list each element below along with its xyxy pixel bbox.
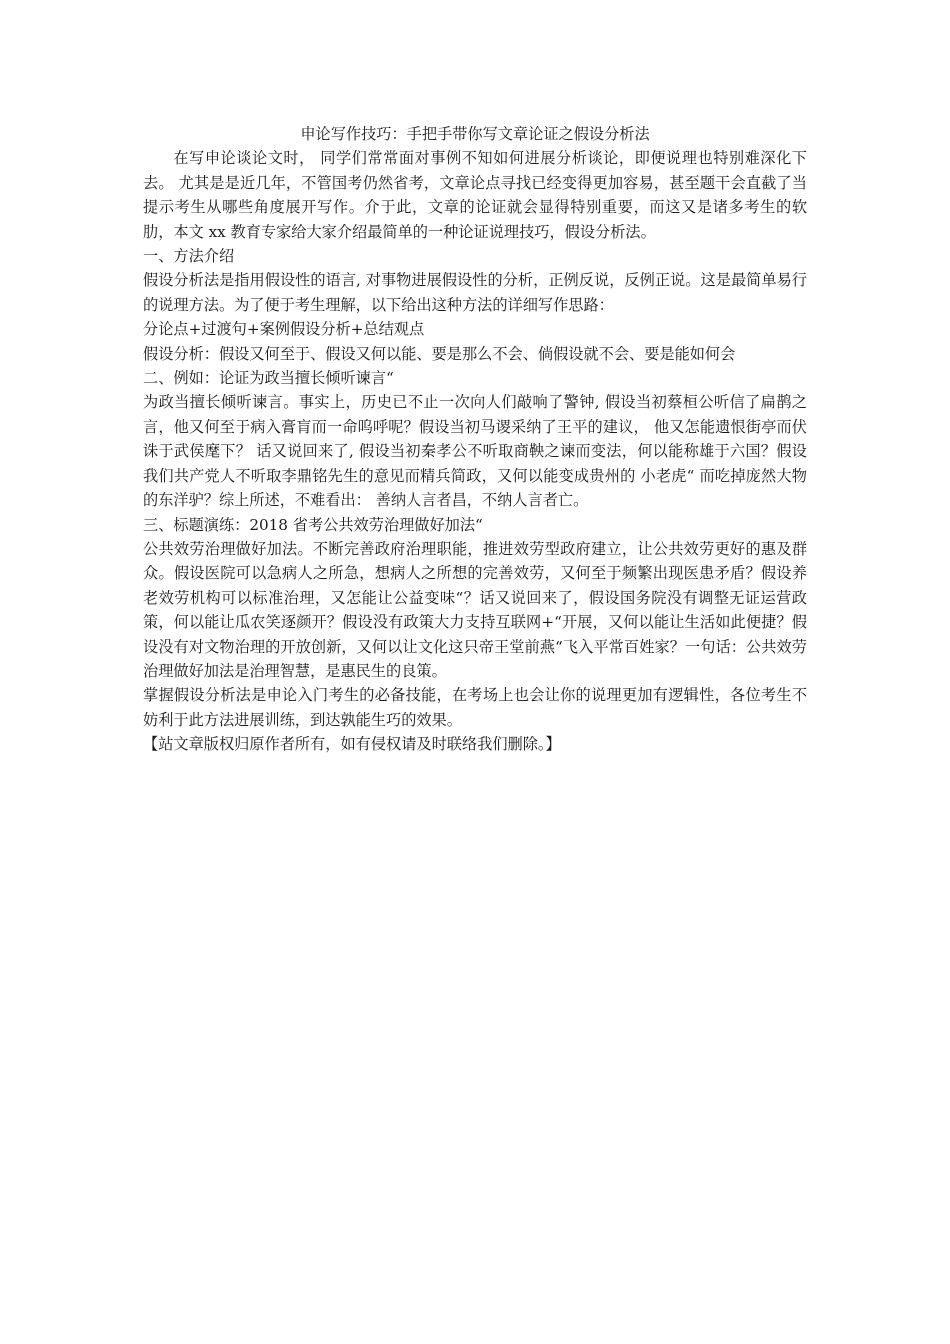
example-paragraph: 为政当擅长倾听谏言。事实上，历史已不止一次向人们敲响了警钟, 假设当初蔡桓公听信了扁鹊之言，他又何至于病入膏肓而一命呜呼呢？假设当初马谡采纳了王平的建议， 他又怎能遗恨街亭而伏诛于武侯麾下？ 话又说回来了, 假设当初秦孝公不听取商鞅之谏而变法，何以能称雄于六国？假设我们共产党人不听取李鼎铭先生的意见而精兵简政，又何以能变成贵州的 小老虎“ 而吃掉庞然大物的东洋驴？综上所述，不难看出： 善纳人言者昌，不纳人言者亡。 (143, 393, 807, 510)
method-paragraph: 假设分析法是指用假设性的语言, 对事物进展假设性的分析，正例反说，反例正说。这是最简单易行的说理方法。为了便于考生理解，以下给出这种方法的详细写作思路： (143, 271, 807, 314)
copyright-notice: 【站文章版权归原作者所有，如有侵权请及时联络我们删除。】 (143, 735, 561, 754)
intro-paragraph: 在写申论谈论文时， 同学们常常面对事例不知如何进展分析谈论，即便说理也特别难深化下去。 尤其是是近几年，不管国考仍然省考，文章论点寻找已经变得更加容易，甚至题干会直截了当提示考生从哪些角度展开写作。介于此，文章的论证就会显得特别重要，而这又是诸多考生的软肋，本文 xx 教育专家给大家介绍最简单的一种论证说理技巧，假设分析法。 (143, 149, 807, 241)
section-heading-practice: 三、标题演练：2018 省考公共效劳治理做好加法“ (143, 515, 483, 534)
method-phrases: 假设分析：假设又何至于、假设又何以能、要是那么不会、倘假设就不会、要是能如何会 (143, 344, 736, 363)
conclusion-paragraph: 掌握假设分析法是申论入门考生的必备技能，在考场上也会让你的说理更加有逻辑性，各位考生不妨利于此方法进展训练，到达孰能生巧的效果。 (143, 686, 807, 729)
section-heading-example: 二、例如：论证为政当擅长倾听谏言“ (143, 369, 394, 388)
method-formula: 分论点+过渡句+案例假设分析+总结观点 (143, 320, 425, 339)
document-page (143, 122, 807, 757)
document-title: 申论写作技巧：手把手带你写文章论证之假设分析法 (300, 125, 650, 143)
practice-paragraph: 公共效劳治理做好加法。不断完善政府治理职能，推进效劳型政府建立，让公共效劳更好的惠及群众。假设医院可以急病人之所急，想病人之所想的完善效劳，又何至于频繁出现医患矛盾？假设养老效劳机构可以标准治理，又怎能让公益变味“？话又说回来了，假设国务院没有调整无证运营政策，何以能让瓜农笑逐颜开？假设没有政策大力支持互联网+“开展，又何以能让生活如此便捷？假设没有对文物治理的开放创新，又何以让文化这只帝王堂前燕“飞入平常百姓家？一句话：公共效劳治理做好加法是治理智慧，是惠民生的良策。 (143, 539, 807, 680)
section-heading-method: 一、方法介绍 (143, 247, 235, 266)
